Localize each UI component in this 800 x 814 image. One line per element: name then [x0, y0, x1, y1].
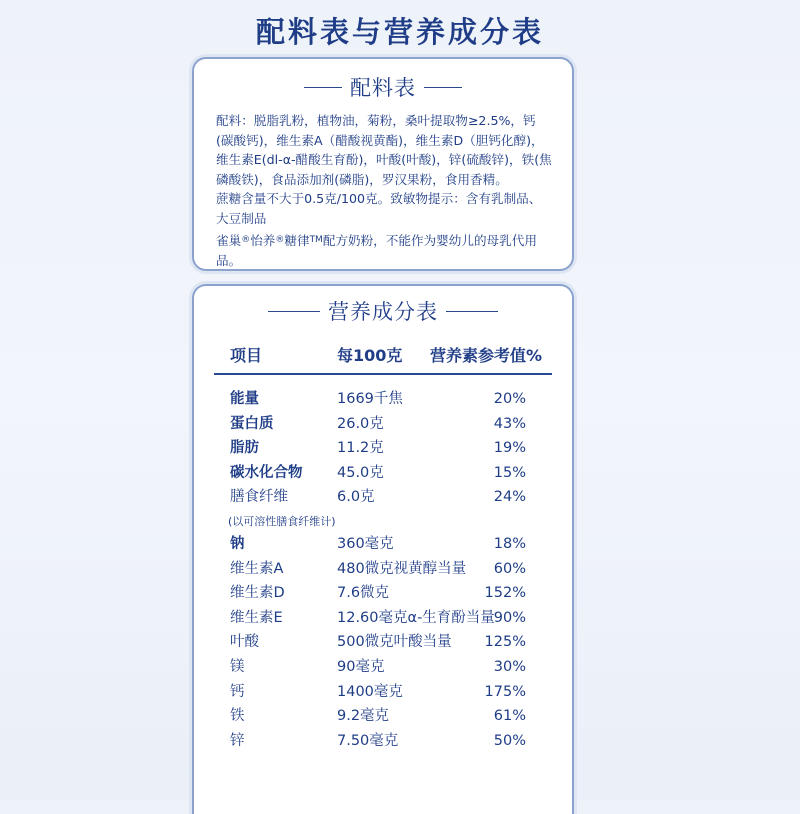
nutrient-name: 铁: [230, 708, 245, 725]
nutrient-nrv: 20%: [493, 391, 526, 407]
nutrient-name: 镁: [230, 658, 245, 675]
nutrient-amount: 12.60毫克α-生育酚当量: [337, 609, 495, 626]
nutrient-amount: 6.0克: [337, 489, 375, 506]
ingredients-panel: [192, 57, 574, 271]
nutrient-nrv: 15%: [493, 464, 526, 481]
table-row: [194, 558, 572, 583]
table-row: [194, 607, 572, 632]
nutrition-heading: [194, 294, 572, 328]
table-row: [194, 730, 572, 755]
nutrition-table: [194, 388, 572, 754]
nutrient-name: 维生素A: [230, 560, 284, 577]
nutrient-amount: 1400毫克: [337, 683, 403, 700]
nutrient-amount: 26.0克: [337, 415, 384, 432]
ingredients-heading: [216, 71, 550, 103]
nutrient-nrv: 60%: [493, 560, 526, 577]
ingredients-heading-text: 配料表: [350, 76, 416, 100]
nutrient-name: 能量: [230, 391, 259, 407]
nutrient-amount: 11.2克: [337, 440, 384, 457]
table-row: [194, 631, 572, 656]
nutrient-name: 维生素D: [230, 585, 285, 602]
column-header-per100g: 每100克: [337, 346, 403, 365]
nutrition-heading-text: 营养成分表: [328, 300, 438, 324]
nutrient-name: 钙: [230, 683, 245, 700]
nutrient-nrv: 19%: [493, 440, 526, 457]
nutrient-name: 碳水化合物: [230, 464, 303, 481]
registered-mark-b: ®: [275, 235, 285, 245]
registered-mark-a: ®: [241, 235, 251, 245]
heading-rule-right: [424, 87, 462, 88]
nutrition-panel: [192, 284, 574, 814]
trademark-mark: TM: [309, 235, 323, 245]
table-row: [194, 533, 572, 558]
nutrient-nrv: 24%: [493, 489, 526, 506]
nutrient-amount: 45.0克: [337, 464, 384, 481]
table-row: [194, 656, 572, 681]
table-row: [194, 511, 572, 533]
nutrient-name: 锌: [230, 732, 245, 749]
nutrient-nrv: 61%: [493, 708, 526, 725]
nutrition-column-headers: [194, 343, 572, 367]
brand-name-a: 雀巢: [216, 233, 242, 248]
column-header-nrv: 营养素参考值%: [429, 346, 542, 365]
heading-rule-left: [304, 87, 342, 88]
nutrient-amount: 90毫克: [337, 658, 385, 675]
table-row: [194, 462, 572, 487]
nutrient-name: 脂肪: [230, 440, 259, 457]
brand-name-b: 怡养: [250, 233, 276, 248]
nutrient-name: (以可溶性膳食纤维计): [228, 514, 336, 528]
nutrient-amount: 360毫克: [337, 535, 394, 552]
infant-warning: [216, 231, 552, 270]
table-row: [194, 681, 572, 706]
page-title: 配料表与营养成分表: [255, 15, 544, 49]
header-divider: [214, 373, 552, 375]
infant-warning-text: 配方奶粉，不能作为婴幼儿的母乳代用品。: [216, 233, 537, 268]
ingredients-list: 配料：脱脂乳粉，植物油，菊粉，桑叶提取物≥2.5%，钙(碳酸钙)，维生素A（醋酸视黄酯)，维生素D（胆钙化醇)，维生素E(dl-α-醋酸生育酚)，叶酸(叶酸)，锌(硫酸锌)，铁(焦磷酸铁)，食品添加剂(磷脂)，罗汉果粉，食用香精。: [216, 113, 552, 187]
brand-name-c: 糖律: [284, 233, 310, 248]
table-row: [194, 705, 572, 730]
table-row: [194, 486, 572, 511]
nutrient-nrv: 43%: [493, 415, 526, 432]
nutrient-nrv: 152%: [484, 585, 526, 602]
table-row: [194, 388, 572, 413]
nutrient-nrv: 30%: [493, 658, 526, 675]
table-row: [194, 413, 572, 438]
nutrient-name: 蛋白质: [230, 415, 274, 432]
table-row: [194, 437, 572, 462]
nutrient-nrv: 18%: [493, 535, 526, 552]
table-row: [194, 582, 572, 607]
column-header-item: 项目: [230, 346, 263, 365]
ingredients-text: [216, 111, 572, 270]
nutrient-amount: 7.6微克: [337, 585, 390, 602]
nutrient-name: 膳食纤维: [230, 489, 288, 506]
nutrient-nrv: 175%: [484, 683, 526, 700]
nutrient-amount: 9.2毫克: [337, 708, 390, 725]
nutrient-name: 叶酸: [230, 634, 259, 651]
nutrient-amount: 7.50毫克: [337, 732, 399, 749]
nutrient-name: 钠: [230, 535, 245, 552]
nutrient-nrv: 125%: [484, 634, 526, 651]
nutrient-nrv: 90%: [493, 609, 526, 626]
nutrient-amount: 480微克视黄醇当量: [337, 560, 467, 577]
nutrient-amount: 1669千焦: [337, 391, 403, 407]
nutrient-nrv: 50%: [493, 732, 526, 749]
nutrient-amount: 500微克叶酸当量: [337, 634, 452, 651]
sugar-allergen-statement: 蔗糖含量不大于0.5克/100克。致敏物提示：含有乳制品、大豆制品: [216, 191, 542, 226]
heading-rule-right: [446, 311, 498, 312]
nutrient-name: 维生素E: [230, 609, 283, 626]
heading-rule-left: [268, 311, 320, 312]
